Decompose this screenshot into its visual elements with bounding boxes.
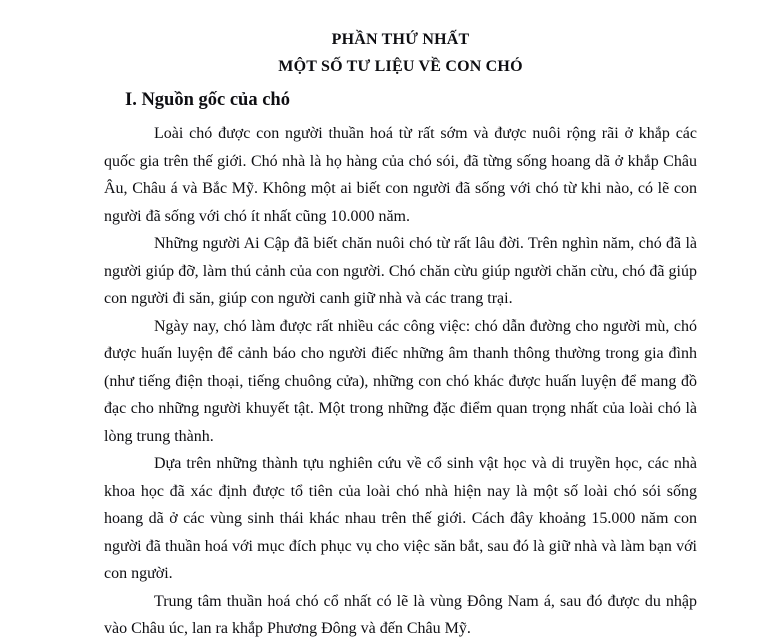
paragraph-domestication-center: Trung tâm thuần hoá chó cổ nhất có lẽ là vùng Đông Nam á, sau đó được du nhập vào Châu úc, lan ra khắp Phương Đông và đến Châu Mỹ. [104, 592, 697, 637]
paragraph-domestication: Loài chó được con người thuần hoá từ rất sớm và được nuôi rộng rãi ở khắp các quốc gia trên thế giới. Chó nhà là họ hàng của chó sói, đã từng sống hoang dã ở khắp Châu Âu, Châu á và Bắc Mỹ. Không một ai biết con người đã sống với chó từ khi nào, có lẽ con người đã sống với chó ít nhất cũng 10.000 năm. [104, 125, 697, 225]
document-title-line2: MỘT SỐ TƯ LIỆU VỀ CON CHÓ [278, 58, 523, 75]
paragraph-ancestry-research: Dựa trên những thành tựu nghiên cứu về cổ sinh vật học và di truyền học, các nhà khoa học đã xác định được tổ tiên của loài chó nhà hiện nay là một số loài chó sói sống hoang dã ở các vùng sinh thái khác nhau trên thế giới. Cách đây khoảng 15.000 năm con người đã thuần hoá với mục đích phục vụ cho việc săn bắt, sau đó là giữ nhà và làm bạn với con người. [104, 455, 697, 582]
paragraph-egyptians: Những người Ai Cập đã biết chăn nuôi chó từ rất lâu đời. Trên nghìn năm, chó đã là người giúp đỡ, làm thú cảnh của con người. Chó chăn cừu giúp người chăn cừu, chó đã giúp con người đi săn, giúp con người canh giữ nhà và các trang trại. [104, 235, 697, 307]
document-title-line1: PHẦN THỨ NHẤT [331, 31, 470, 48]
section-heading-origin-of-dogs: I. Nguồn gốc của chó [125, 90, 290, 110]
paragraph-dog-jobs: Ngày nay, chó làm được rất nhiều các công việc: chó dẫn đường cho người mù, chó được huấn luyện để cảnh báo cho người điếc những âm thanh thông thường trong gia đình (như tiếng điện thoại, tiếng chuông cửa), những con chó khác được huấn luyện để mang đồ đạc cho những người khuyết tật. Một trong những đặc điểm quan trọng nhất của loài chó là lòng trung thành. [104, 317, 697, 445]
